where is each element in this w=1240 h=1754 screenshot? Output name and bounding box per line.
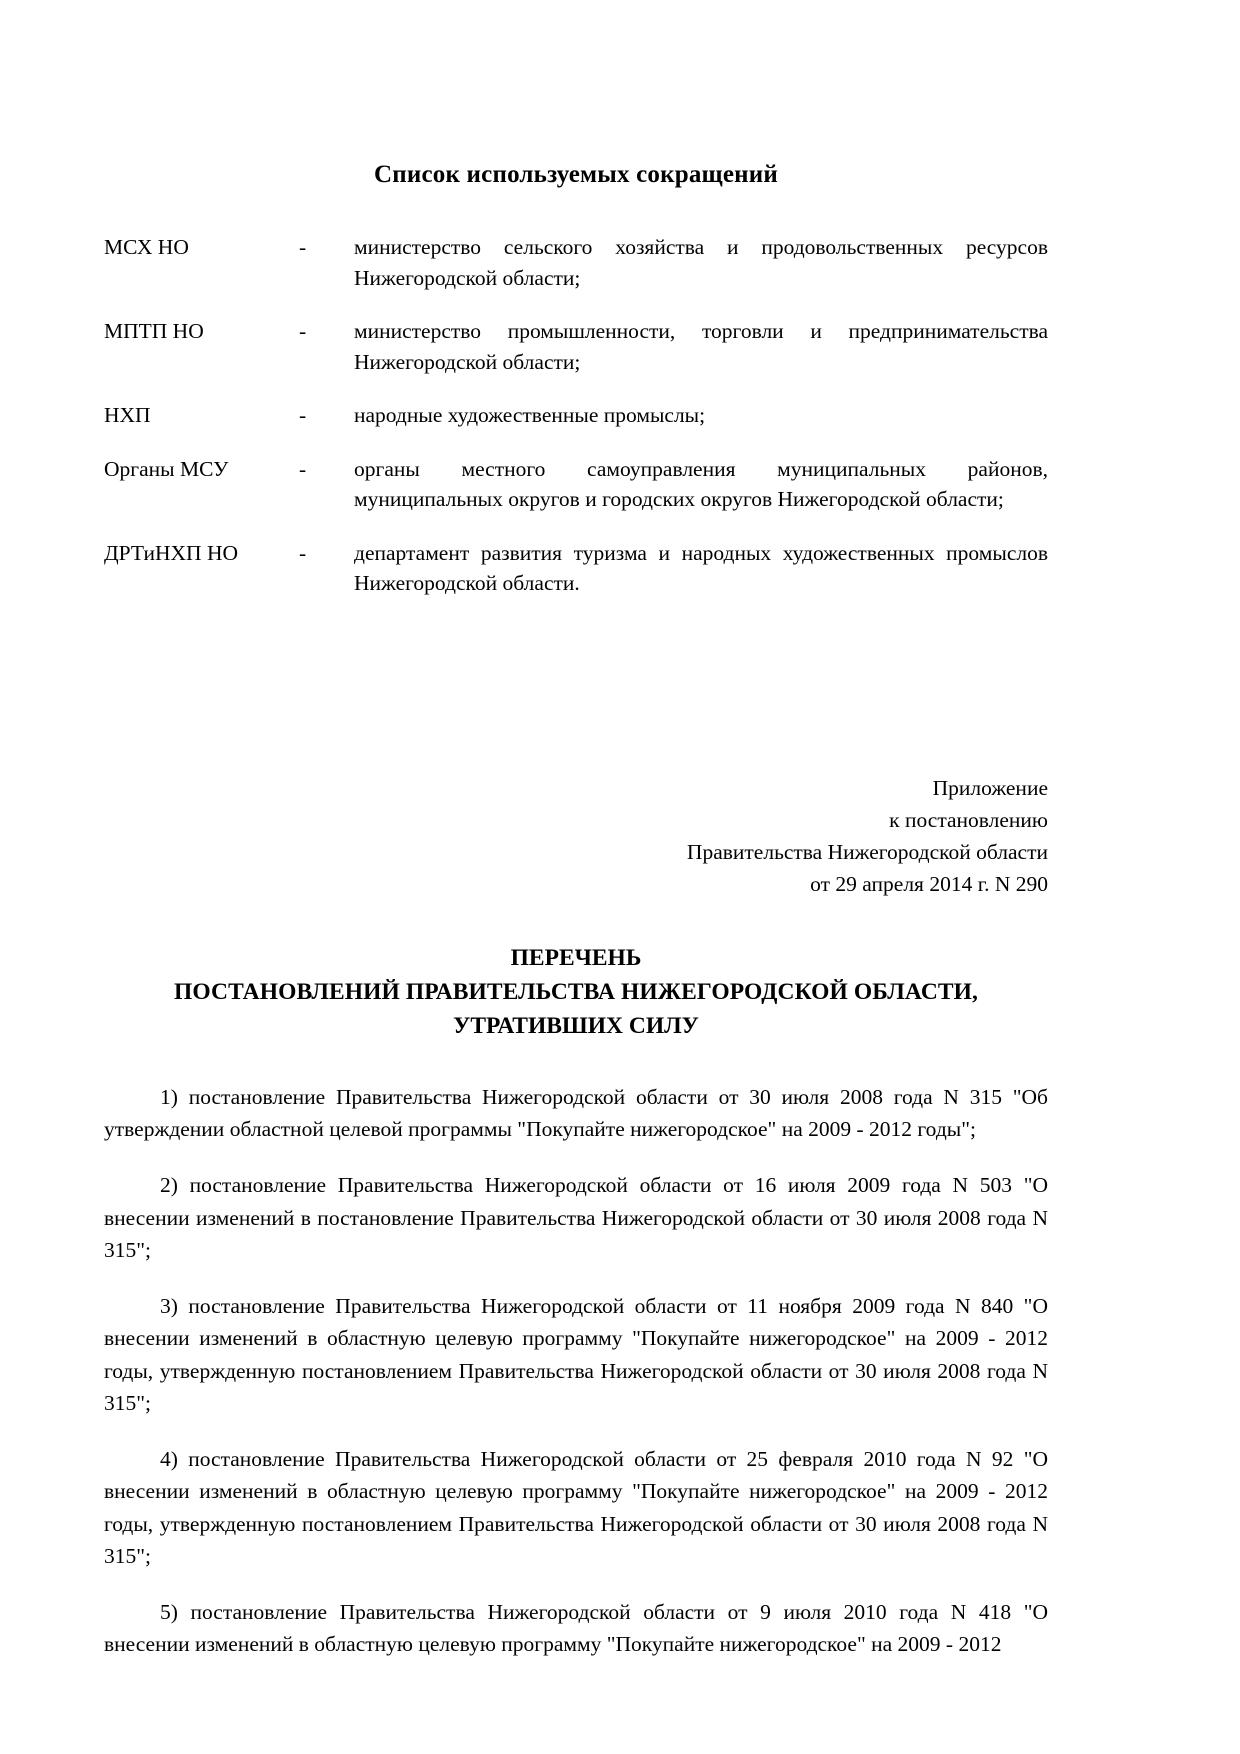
- abbreviation-dash: -: [299, 235, 307, 259]
- page-title: [104, 941, 1048, 1043]
- list-item: 5) постановление Правительства Нижегородской области от 9 июля 2010 года N 418 "О внесении изменений в областную целевую программу "Покупайте нижегородское" на 2009 - 2012: [104, 1600, 1048, 1657]
- list-item: 3) постановление Правительства Нижегородской области от 11 ноября 2009 года N 840 "О внесении изменений в областную целевую программу "Покупайте нижегородское" на 2009 - 2012 годы, утвержденную постановлением Правительства Нижегородской области от 30 июля 2008 года N 315";: [104, 1294, 1048, 1415]
- appendix-authority: Правительства Нижегородской области: [686, 840, 1048, 865]
- list-item: 4) постановление Правительства Нижегородской области от 25 февраля 2010 года N 92 "О внесении изменений в областную целевую программу "Покупайте нижегородское" на 2009 - 2012 годы, утвержденную постановлением Правительства Нижегородской области от 30 июля 2008 года N 315";: [104, 1447, 1048, 1568]
- appendix-label: Приложение: [932, 775, 1048, 800]
- page-title-line-1: ПЕРЕЧЕНЬ: [510, 944, 642, 971]
- abbreviation-term: ДРТиНХП НО: [104, 540, 238, 565]
- abbreviation-definition: департамент развития туризма и народных художественных промыслов Нижегородской области.: [354, 540, 1048, 596]
- list-item: 2) постановление Правительства Нижегородской области от 16 июля 2009 года N 503 "О внесении изменений в постановление Правительства Нижегородской области от 30 июля 2008 года N 315";: [104, 1173, 1048, 1262]
- table-row: [104, 232, 1048, 316]
- table-row: [104, 538, 1048, 622]
- abbreviations-title: Список используемых сокращений: [374, 161, 778, 188]
- abbreviation-dash: -: [299, 456, 307, 481]
- appendix-reference-block: [104, 772, 1048, 901]
- page-content: [104, 0, 1048, 1661]
- abbreviation-definition: органы местного самоуправления муниципальных районов, муниципальных округов и городских округов Нижегородской области;: [354, 456, 1048, 512]
- abbreviation-definition: министерство сельского хозяйства и продовольственных ресурсов Нижегородской области;: [354, 235, 1048, 290]
- abbreviation-term: Органы МСУ: [104, 456, 229, 481]
- abbreviation-term: МСХ НО: [104, 235, 189, 259]
- abbreviation-dash: -: [299, 319, 307, 344]
- appendix-date-number: от 29 апреля 2014 г. N 290: [810, 872, 1048, 897]
- page-title-line-2: ПОСТАНОВЛЕНИЙ ПРАВИТЕЛЬСТВА НИЖЕГОРОДСКОЙ ОБЛАСТИ,: [173, 978, 979, 1005]
- table-row: [104, 316, 1048, 400]
- abbreviation-definition: народные художественные промыслы;: [354, 403, 706, 428]
- abbreviation-dash: -: [299, 540, 307, 565]
- repealed-decrees-list: [104, 1081, 1048, 1661]
- table-row: [104, 400, 1048, 454]
- abbreviation-dash: -: [299, 403, 307, 428]
- abbreviation-definition: министерство промышленности, торговли и предпринимательства Нижегородской области;: [354, 319, 1048, 374]
- page-title-line-3: УТРАТИВШИХ СИЛУ: [453, 1012, 699, 1039]
- abbreviation-term: МПТП НО: [104, 319, 204, 344]
- abbreviations-table: [104, 232, 1048, 622]
- table-row: [104, 454, 1048, 538]
- list-item: 1) постановление Правительства Нижегородской области от 30 июля 2008 года N 315 "Об утверждении областной целевой программы "Покупайте нижегородское" на 2009 - 2012 годы";: [104, 1084, 1048, 1142]
- abbreviation-term: НХП: [104, 403, 151, 428]
- appendix-to-decree: к постановлению: [889, 807, 1048, 832]
